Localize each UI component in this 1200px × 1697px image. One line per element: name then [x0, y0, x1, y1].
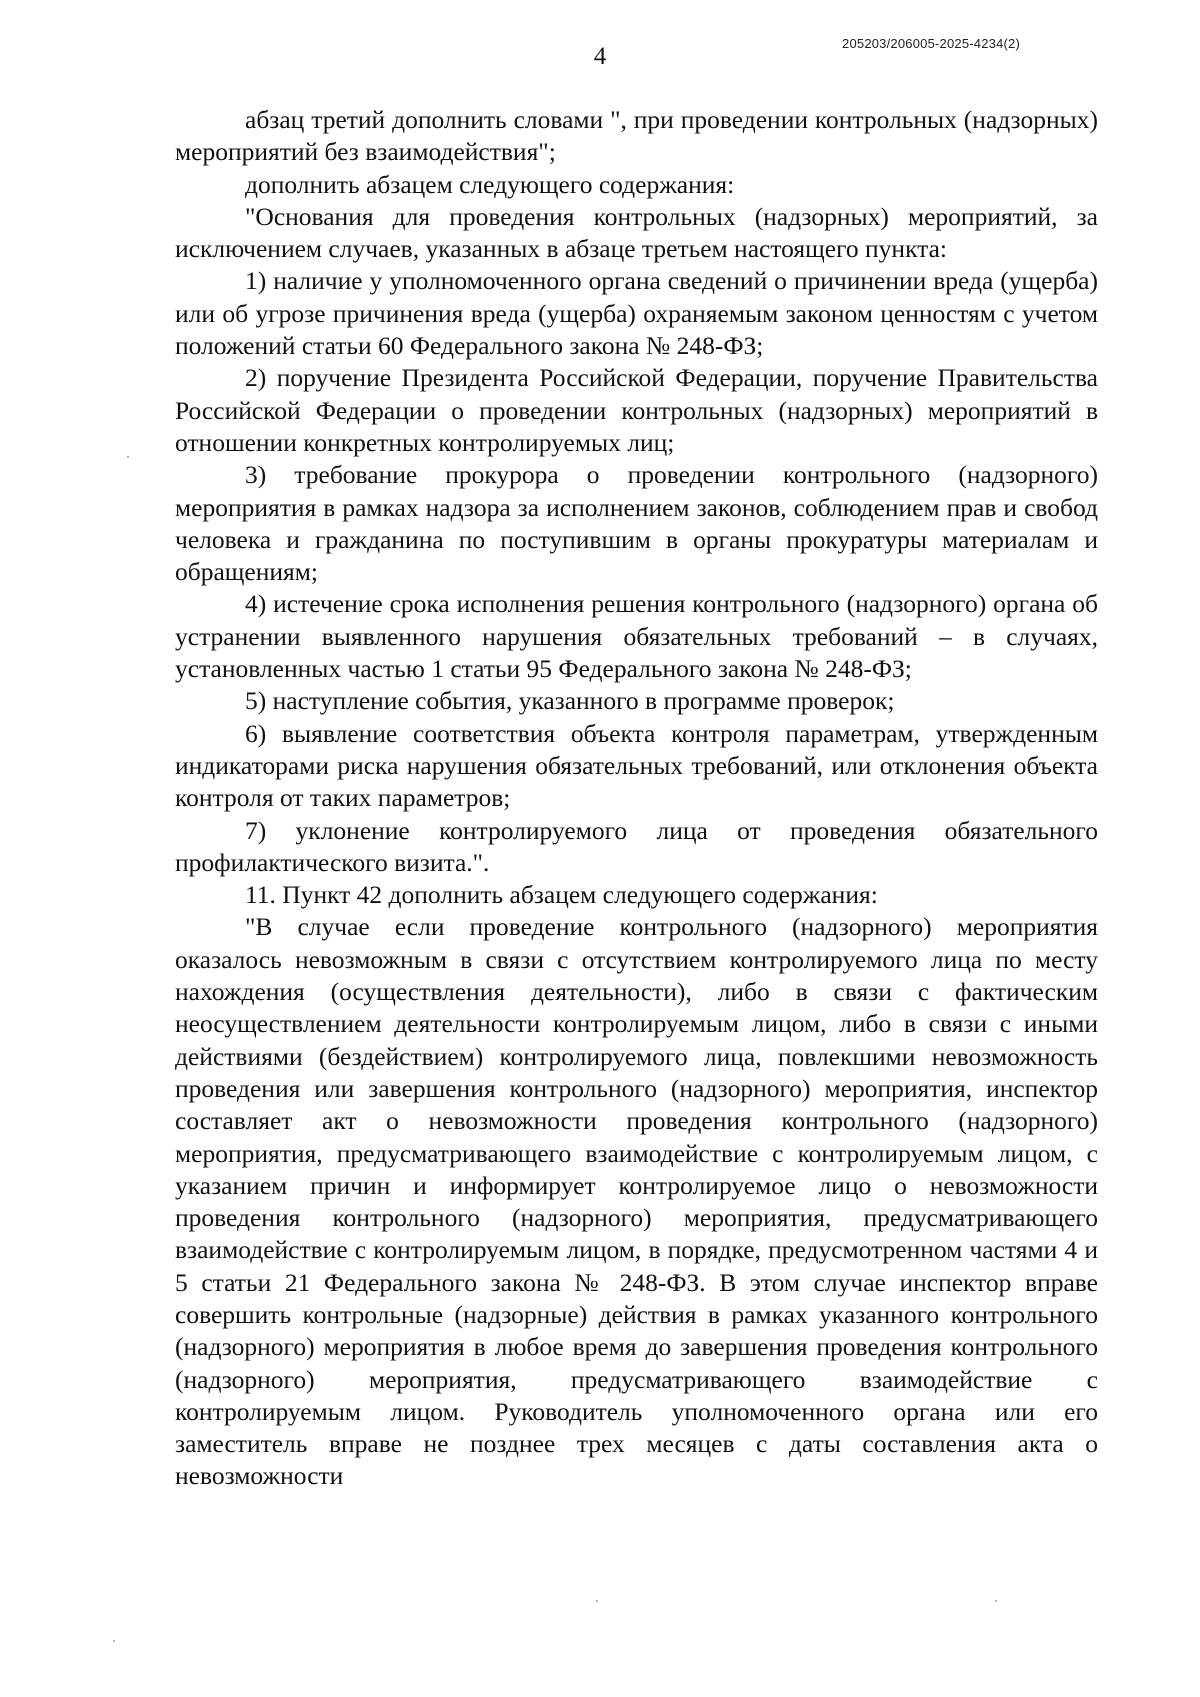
scan-speck [596, 1600, 598, 1602]
list-item-6: 6) выявление соответствия объекта контроля параметрам, утвержденным индикаторами риска нарушения обязательных требований, или отклонения объекта контроля от таких параметров; [175, 718, 1098, 813]
paragraph-dopolnit-abzacem: дополнить абзацем следующего содержания: [245, 169, 735, 199]
document-registration-number: 205203/206005-2025-4234(2) [842, 36, 1020, 51]
paragraph-v-sluchae: "В случае если проведение контрольного (надзорного) мероприятия оказалось невозможным в связи с отсутствием контролируемого лица по месту нахождения (осуществления деятельности), либо в связи с фактическим неосуществлением деятельности контролируемым лицом, либо в связи с иными действиями (бездействием) контролируемого лица, повлекшими невозможность проведения или завершения контрольного (надзорного) мероприятия, инспектор составляет акт о невозможности проведения контрольного (надзорного) мероприятия, предусматривающего взаимодействие с контролируемым лицом, с указанием причин и информирует контролируемое лицо о невозможности проведения контрольного (надзорного) мероприятия, предусматривающего взаимодействие с контролируемым лицом, в порядке, предусмотренном частями 4 и 5 статьи 21 Федерального закона № 248-ФЗ. В этом случае инспектор вправе совершить контрольные (надзорные) действия в рамках указанного контрольного (надзорного) мероприятия в любое время до завершения проведения контрольного (надзорного) мероприятия, предусматривающего взаимодействие с контролируемым лицом. Руководитель уполномоченного органа или его заместитель вправе не позднее трех месяцев с даты составления акта о невозможности [175, 912, 1098, 1491]
scan-speck [995, 1600, 997, 1602]
document-body [175, 104, 1098, 1493]
list-item-7: 7) уклонение контролируемого лица от проведения обязательного профилактического визита.". [175, 815, 1098, 877]
page-number: 4 [593, 43, 607, 70]
scan-speck [113, 1640, 115, 1642]
list-item-2: 2) поручение Президента Российской Федерации, поручение Правительства Российской Федерации о проведении контрольных (надзорных) мероприятий в отношении конкретных контролируемых лиц; [175, 363, 1098, 457]
list-item-4: 4) истечение срока исполнения решения контрольного (надзорного) органа об устранении выявленного нарушения обязательных требований – в случаях, установленных частью 1 статьи 95 Федерального закона № 248-ФЗ; [175, 589, 1098, 684]
list-item-5: 5) наступление события, указанного в программе проверок; [245, 686, 895, 716]
paragraph-osnovaniya: "Основания для проведения контрольных (надзорных) мероприятий, за исключением случаев, указанных в абзаце третьем настоящего пункта: [175, 201, 1098, 264]
paragraph-abzac-tretiy: абзац третий дополнить словами ", при проведении контрольных (надзорных) мероприятий без взаимодействия"; [175, 105, 1098, 167]
list-item-1: 1) наличие у уполномоченного органа сведений о причинении вреда (ущерба) или об угрозе причинения вреда (ущерба) охраняемым законом ценностям с учетом положений статьи 60 Федерального закона № 248-ФЗ; [175, 266, 1098, 361]
list-item-3: 3) требование прокурора о проведении контрольного (надзорного) мероприятия в рамках надзора за исполнением законов, соблюдением прав и свобод человека и гражданина по поступившим в органы прокуратуры материалам и обращениям; [175, 460, 1098, 587]
paragraph-punkt-11: 11. Пункт 42 дополнить абзацем следующего содержания: [245, 880, 878, 910]
scan-speck [127, 456, 129, 458]
